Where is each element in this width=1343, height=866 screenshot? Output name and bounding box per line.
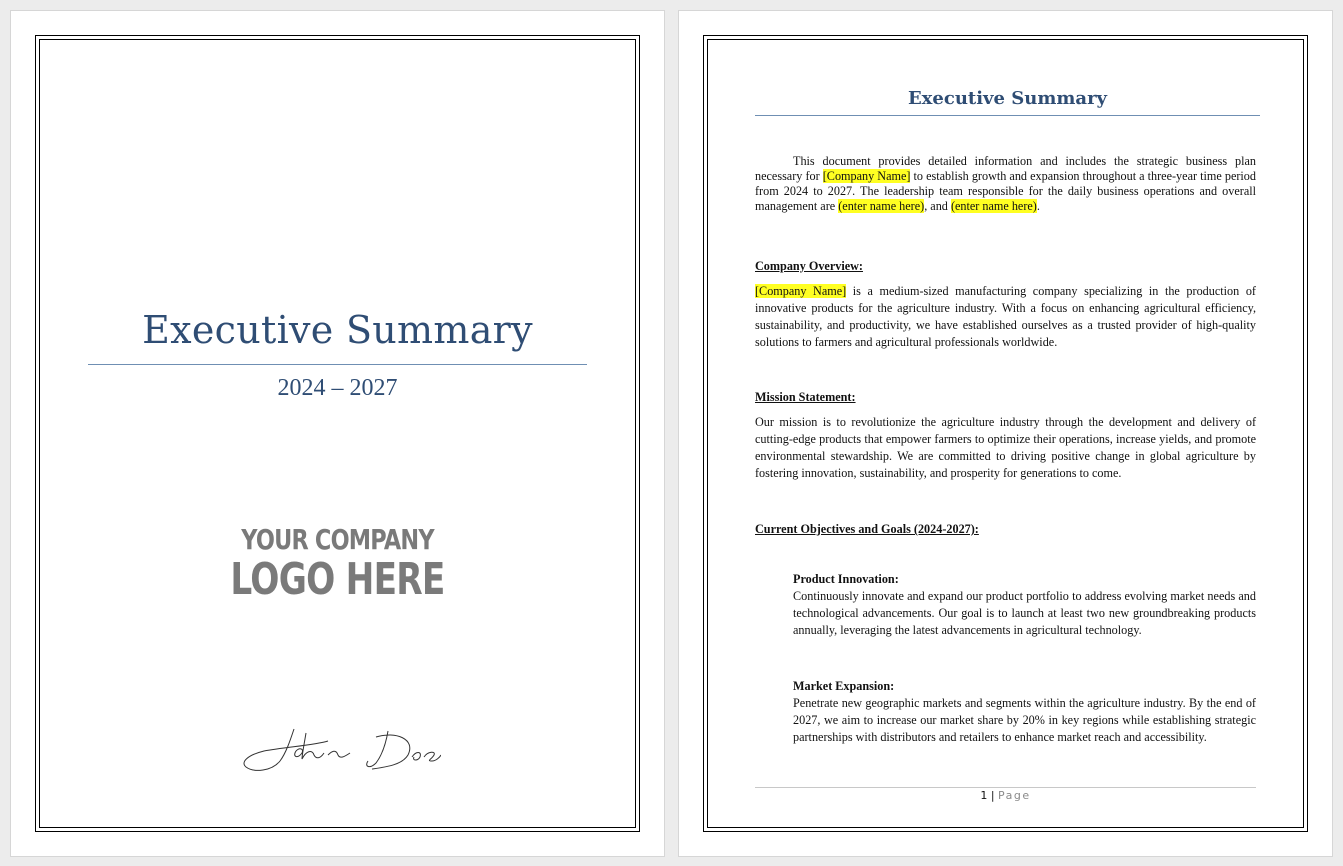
company-name-placeholder[interactable]: [Company Name] xyxy=(822,169,911,183)
leader-name-placeholder[interactable]: (enter name here) xyxy=(838,199,925,213)
footer-separator: | xyxy=(990,789,995,802)
page-footer xyxy=(755,789,1256,802)
company-name-placeholder[interactable]: [Company Name] xyxy=(755,284,847,298)
goal-market-expansion[interactable] xyxy=(793,678,1256,746)
goal-title: Product Innovation: xyxy=(793,572,899,586)
intro-paragraph[interactable] xyxy=(755,154,1256,214)
goal-product-innovation[interactable] xyxy=(793,571,1256,639)
company-overview-paragraph[interactable] xyxy=(755,283,1256,351)
mission-statement-paragraph[interactable]: Our mission is to revolutionize the agriculture industry through the development and delivery of cutting-edge products that empower farmers to optimize their operations, increase yields, and promote environmental stewardship. We are committed to driving positive change in global agriculture by fostering innovation, sustainability, and prosperity for generations to come. xyxy=(755,415,1256,480)
goal-text: Penetrate new geographic markets and segments within the agriculture industry. By the end of 2027, we aim to increase our market share by 20% in key regions while establishing strategic partnerships with distributors and retailers to enhance market reach and accessibility. xyxy=(793,696,1256,744)
logo-line-2: LOGO HERE xyxy=(230,554,445,605)
goal-title: Market Expansion: xyxy=(793,679,895,693)
page-number: 1 xyxy=(980,789,988,802)
intro-text: to establish growth and expansion throughout a three-year time period from 2024 to 2027. The leadership team responsible for the daily business operations and overall management are xyxy=(755,169,1256,213)
cover-title[interactable]: Executive Summary xyxy=(142,308,533,352)
intro-text: , and xyxy=(924,199,951,213)
footer-rule xyxy=(755,787,1256,788)
cover-title-rule xyxy=(88,364,587,365)
logo-line-1: YOUR COMPANY xyxy=(241,523,434,556)
company-overview-text: is a medium-sized manufacturing company specializing in the production of innovative products for the agriculture industry. With a focus on enhancing agricultural efficiency, sustainability, and productivity, we have established ourselves as a trusted provider of high-quality solutions to farmers and agricultural professionals worldwide. xyxy=(755,284,1256,349)
title-rule xyxy=(755,115,1260,116)
company-overview-heading[interactable]: Company Overview: xyxy=(755,259,863,273)
cover-page xyxy=(10,10,665,857)
intro-text: . xyxy=(1036,199,1040,213)
leader-name-placeholder[interactable]: (enter name here) xyxy=(950,199,1037,213)
intro-text: This document provides detailed information and includes the strategic business plan necessary for xyxy=(755,154,1256,183)
goal-text: Continuously innovate and expand our product portfolio to address evolving market needs and technological advancements. Our goal is to launch at least two new groundbreaking products annually, leveraging the latest advancements in agricultural technology. xyxy=(793,589,1256,637)
objectives-heading[interactable]: Current Objectives and Goals (2024-2027): xyxy=(755,522,979,536)
company-logo-placeholder[interactable] xyxy=(11,523,664,603)
signature-image[interactable] xyxy=(236,711,441,781)
cover-years[interactable]: 2024 – 2027 xyxy=(277,375,398,401)
mission-statement-heading[interactable]: Mission Statement: xyxy=(755,390,856,404)
content-page xyxy=(678,10,1333,857)
page-label: Page xyxy=(998,789,1031,802)
page-border-inner xyxy=(39,39,636,828)
page-title[interactable]: Executive Summary xyxy=(907,88,1108,109)
